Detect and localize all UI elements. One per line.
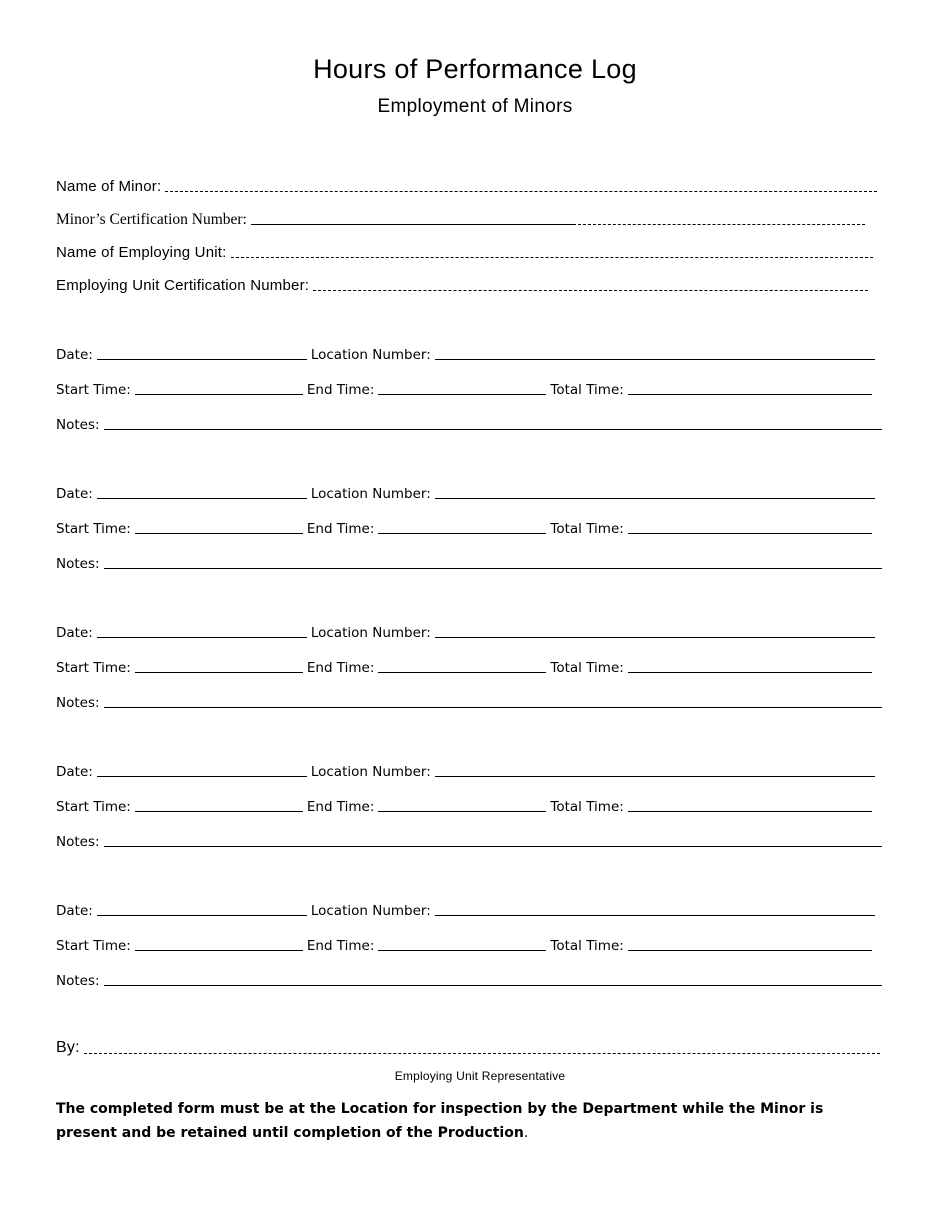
total-time-label: Total Time:	[550, 937, 624, 954]
entry-2-date-row	[56, 479, 879, 501]
end-time-field[interactable]	[378, 394, 546, 395]
notes-field[interactable]	[104, 707, 882, 708]
notes-label: Notes:	[56, 555, 100, 572]
end-time-label: End Time:	[306, 520, 375, 537]
notes-field[interactable]	[104, 568, 882, 569]
certification-number-row	[56, 205, 867, 227]
location-number-field[interactable]	[435, 498, 875, 499]
location-number-label: Location Number:	[310, 624, 431, 641]
page-subtitle: Employment of Minors	[377, 96, 573, 117]
end-time-label: End Time:	[306, 798, 375, 815]
date-label: Date:	[56, 485, 93, 502]
notes-field[interactable]	[104, 985, 882, 986]
unit-certification-field[interactable]	[313, 290, 868, 291]
start-time-label: Start Time:	[56, 520, 131, 537]
date-field[interactable]	[97, 915, 307, 916]
location-number-label: Location Number:	[310, 902, 431, 919]
location-number-field[interactable]	[435, 359, 875, 360]
date-field[interactable]	[97, 637, 307, 638]
location-number-field[interactable]	[435, 915, 875, 916]
date-field[interactable]	[97, 776, 307, 777]
name-of-minor-row	[56, 172, 879, 194]
notes-field[interactable]	[104, 846, 882, 847]
end-time-label: End Time:	[306, 659, 375, 676]
location-number-label: Location Number:	[310, 346, 431, 363]
by-label: By:	[56, 1039, 80, 1056]
entry-5-notes-row	[56, 966, 886, 988]
start-time-label: Start Time:	[56, 659, 131, 676]
entry-2-notes-row	[56, 549, 886, 571]
date-label: Date:	[56, 624, 93, 641]
entry-4-notes-row	[56, 827, 886, 849]
certification-number-label: Minor’s Certification Number:	[56, 210, 247, 228]
total-time-field[interactable]	[628, 394, 872, 395]
entry-1-time-row	[56, 375, 876, 397]
end-time-field[interactable]	[378, 950, 546, 951]
entry-4-date-row	[56, 757, 879, 779]
total-time-label: Total Time:	[550, 659, 624, 676]
end-time-label: End Time:	[306, 381, 375, 398]
signature-field[interactable]	[84, 1053, 880, 1054]
entry-5-time-row	[56, 931, 876, 953]
date-field[interactable]	[97, 359, 307, 360]
date-label: Date:	[56, 902, 93, 919]
employing-unit-row	[56, 238, 875, 260]
notes-label: Notes:	[56, 416, 100, 433]
entry-2-time-row	[56, 514, 876, 536]
entry-1-date-row	[56, 340, 879, 362]
employing-unit-field[interactable]	[231, 257, 873, 258]
notes-label: Notes:	[56, 694, 100, 711]
start-time-field[interactable]	[135, 394, 303, 395]
start-time-label: Start Time:	[56, 798, 131, 815]
end-time-field[interactable]	[378, 672, 546, 673]
start-time-field[interactable]	[135, 950, 303, 951]
employing-unit-label: Name of Employing Unit:	[56, 244, 227, 261]
signature-row	[56, 1034, 882, 1056]
certification-number-field-ext[interactable]	[573, 224, 865, 225]
total-time-label: Total Time:	[550, 381, 624, 398]
name-of-minor-label: Name of Minor:	[56, 178, 162, 195]
notes-label: Notes:	[56, 972, 100, 989]
page-title: Hours of Performance Log	[313, 54, 637, 84]
entry-3-time-row	[56, 653, 876, 675]
date-label: Date:	[56, 346, 93, 363]
start-time-label: Start Time:	[56, 381, 131, 398]
location-number-field[interactable]	[435, 637, 875, 638]
location-number-field[interactable]	[435, 776, 875, 777]
entry-3-notes-row	[56, 688, 886, 710]
end-time-field[interactable]	[378, 811, 546, 812]
notes-label: Notes:	[56, 833, 100, 850]
total-time-field[interactable]	[628, 811, 872, 812]
footer-note	[56, 1097, 886, 1145]
total-time-field[interactable]	[628, 672, 872, 673]
unit-certification-label: Employing Unit Certification Number:	[56, 277, 310, 294]
start-time-label: Start Time:	[56, 937, 131, 954]
name-of-minor-field[interactable]	[165, 191, 877, 192]
entry-4-time-row	[56, 792, 876, 814]
end-time-label: End Time:	[306, 937, 375, 954]
unit-certification-row	[56, 271, 870, 293]
footer-note-period: .	[523, 1125, 529, 1141]
start-time-field[interactable]	[135, 672, 303, 673]
entry-1-notes-row	[56, 410, 886, 432]
total-time-label: Total Time:	[550, 798, 624, 815]
location-number-label: Location Number:	[310, 763, 431, 780]
start-time-field[interactable]	[135, 811, 303, 812]
total-time-label: Total Time:	[550, 520, 624, 537]
start-time-field[interactable]	[135, 533, 303, 534]
date-label: Date:	[56, 763, 93, 780]
end-time-field[interactable]	[378, 533, 546, 534]
date-field[interactable]	[97, 498, 307, 499]
signature-caption: Employing Unit Representative	[394, 1069, 566, 1083]
entry-3-date-row	[56, 618, 879, 640]
certification-number-field[interactable]	[251, 224, 573, 225]
total-time-field[interactable]	[628, 950, 872, 951]
entry-5-date-row	[56, 896, 879, 918]
footer-note-text: The completed form must be at the Location for inspection by the Department while the Minor is present and be retained until completion of the Production	[56, 1101, 824, 1141]
notes-field[interactable]	[104, 429, 882, 430]
total-time-field[interactable]	[628, 533, 872, 534]
location-number-label: Location Number:	[310, 485, 431, 502]
